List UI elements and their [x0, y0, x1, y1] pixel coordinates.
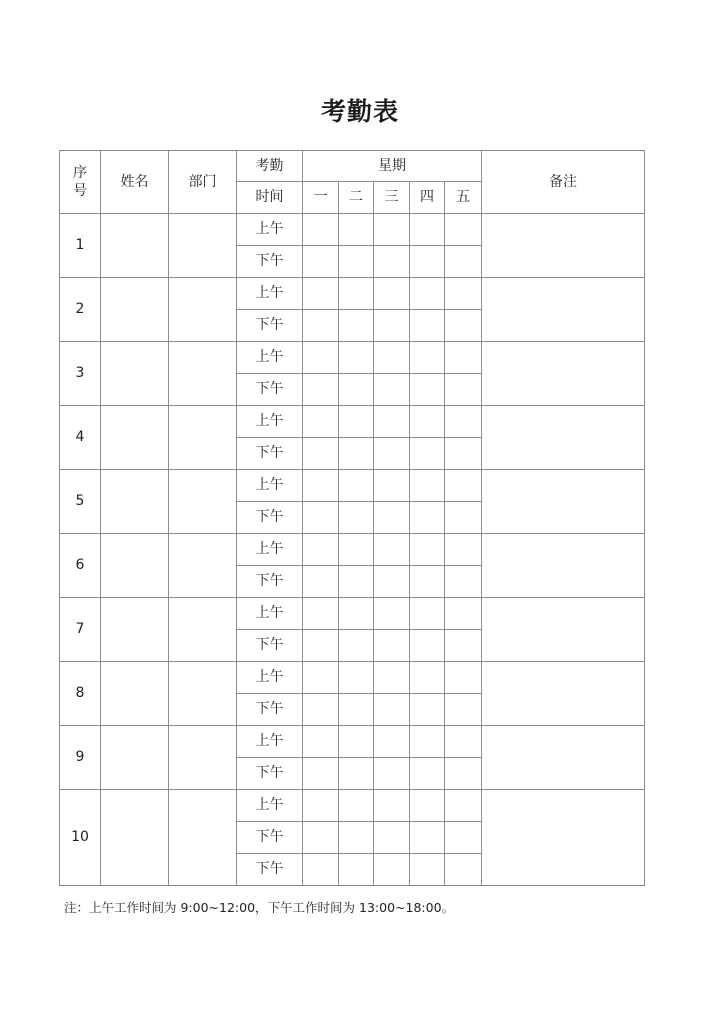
- dept-cell: [169, 534, 237, 598]
- period-cell: 上午: [237, 534, 303, 566]
- period-cell: 下午: [237, 310, 303, 342]
- attendance-cell: [303, 662, 339, 694]
- attendance-cell: [374, 726, 410, 758]
- period-cell: 上午: [237, 598, 303, 630]
- table-row: [60, 342, 645, 374]
- name-cell: [101, 342, 169, 406]
- attendance-cell: [339, 278, 374, 310]
- row-number-cell: 7: [60, 598, 101, 662]
- remarks-cell: [482, 726, 645, 790]
- name-cell: [101, 406, 169, 470]
- attendance-cell: [339, 342, 374, 374]
- remarks-cell: [482, 406, 645, 470]
- attendance-cell: [303, 310, 339, 342]
- attendance-cell: [339, 630, 374, 662]
- attendance-cell: [339, 566, 374, 598]
- remarks-cell: [482, 790, 645, 886]
- attendance-cell: [303, 278, 339, 310]
- attendance-cell: [445, 278, 482, 310]
- period-cell: 下午: [237, 822, 303, 854]
- attendance-cell: [445, 374, 482, 406]
- attendance-cell: [303, 534, 339, 566]
- remarks-cell: [482, 470, 645, 534]
- header-week: 星期: [303, 151, 482, 182]
- dept-cell: [169, 214, 237, 278]
- table-row: [60, 598, 645, 630]
- row-number-cell: 8: [60, 662, 101, 726]
- period-cell: 上午: [237, 790, 303, 822]
- header-day-tue: 二: [339, 182, 374, 214]
- attendance-cell: [374, 342, 410, 374]
- attendance-cell: [339, 662, 374, 694]
- attendance-cell: [303, 694, 339, 726]
- dept-cell: [169, 470, 237, 534]
- remarks-cell: [482, 662, 645, 726]
- attendance-cell: [445, 566, 482, 598]
- attendance-cell: [445, 534, 482, 566]
- attendance-cell: [445, 726, 482, 758]
- attendance-cell: [374, 502, 410, 534]
- attendance-cell: [303, 758, 339, 790]
- attendance-cell: [303, 790, 339, 822]
- period-cell: 上午: [237, 278, 303, 310]
- attendance-cell: [410, 502, 445, 534]
- period-cell: 下午: [237, 566, 303, 598]
- attendance-cell: [303, 566, 339, 598]
- attendance-cell: [339, 310, 374, 342]
- attendance-cell: [303, 406, 339, 438]
- attendance-cell: [374, 374, 410, 406]
- row-number-cell: 3: [60, 342, 101, 406]
- attendance-cell: [339, 534, 374, 566]
- footnote: 注：上午工作时间为 9:00~12:00，下午工作时间为 13:00~18:00。: [64, 900, 455, 915]
- attendance-cell: [339, 694, 374, 726]
- period-cell: 下午: [237, 758, 303, 790]
- name-cell: [101, 598, 169, 662]
- attendance-cell: [410, 342, 445, 374]
- table-row: [60, 406, 645, 438]
- attendance-cell: [374, 310, 410, 342]
- attendance-cell: [410, 630, 445, 662]
- row-number-cell: 6: [60, 534, 101, 598]
- table-row: [60, 214, 645, 246]
- attendance-cell: [445, 630, 482, 662]
- row-number-cell: 10: [60, 790, 101, 886]
- attendance-cell: [339, 854, 374, 886]
- attendance-cell: [445, 438, 482, 470]
- attendance-cell: [374, 598, 410, 630]
- attendance-cell: [445, 662, 482, 694]
- attendance-cell: [410, 854, 445, 886]
- name-cell: [101, 534, 169, 598]
- attendance-cell: [303, 630, 339, 662]
- attendance-cell: [374, 278, 410, 310]
- attendance-cell: [445, 502, 482, 534]
- attendance-cell: [339, 790, 374, 822]
- dept-cell: [169, 406, 237, 470]
- name-cell: [101, 278, 169, 342]
- row-number-cell: 9: [60, 726, 101, 790]
- remarks-cell: [482, 342, 645, 406]
- attendance-cell: [445, 758, 482, 790]
- attendance-cell: [303, 854, 339, 886]
- attendance-cell: [339, 374, 374, 406]
- period-cell: 下午: [237, 246, 303, 278]
- row-number-cell: 1: [60, 214, 101, 278]
- attendance-cell: [374, 694, 410, 726]
- table-row: [60, 278, 645, 310]
- attendance-cell: [410, 406, 445, 438]
- attendance-cell: [374, 854, 410, 886]
- attendance-cell: [410, 470, 445, 502]
- attendance-cell: [339, 822, 374, 854]
- attendance-cell: [445, 854, 482, 886]
- row-number-cell: 2: [60, 278, 101, 342]
- attendance-cell: [374, 214, 410, 246]
- attendance-cell: [410, 278, 445, 310]
- period-cell: 上午: [237, 342, 303, 374]
- attendance-cell: [445, 470, 482, 502]
- attendance-cell: [339, 438, 374, 470]
- header-dept: 部门: [169, 151, 237, 214]
- attendance-cell: [410, 758, 445, 790]
- attendance-cell: [410, 534, 445, 566]
- attendance-cell: [374, 438, 410, 470]
- attendance-cell: [303, 502, 339, 534]
- period-cell: 下午: [237, 502, 303, 534]
- attendance-cell: [303, 598, 339, 630]
- attendance-cell: [410, 662, 445, 694]
- attendance-cell: [410, 246, 445, 278]
- period-cell: 下午: [237, 630, 303, 662]
- dept-cell: [169, 662, 237, 726]
- dept-cell: [169, 726, 237, 790]
- attendance-cell: [339, 502, 374, 534]
- attendance-cell: [445, 790, 482, 822]
- header-row-top: [60, 151, 645, 182]
- period-cell: 下午: [237, 438, 303, 470]
- attendance-cell: [410, 214, 445, 246]
- period-cell: 上午: [237, 726, 303, 758]
- attendance-cell: [374, 630, 410, 662]
- attendance-cell: [374, 246, 410, 278]
- attendance-cell: [303, 470, 339, 502]
- period-cell: 上午: [237, 214, 303, 246]
- attendance-table: [59, 150, 645, 886]
- header-time-top: 考勤: [237, 151, 303, 182]
- attendance-cell: [410, 566, 445, 598]
- attendance-cell: [410, 598, 445, 630]
- attendance-cell: [410, 726, 445, 758]
- header-day-mon: 一: [303, 182, 339, 214]
- header-remarks: 备注: [482, 151, 645, 214]
- attendance-cell: [410, 790, 445, 822]
- attendance-cell: [339, 246, 374, 278]
- dept-cell: [169, 342, 237, 406]
- dept-cell: [169, 790, 237, 886]
- remarks-cell: [482, 534, 645, 598]
- period-cell: 下午: [237, 374, 303, 406]
- name-cell: [101, 470, 169, 534]
- attendance-cell: [374, 566, 410, 598]
- period-cell: 上午: [237, 470, 303, 502]
- attendance-cell: [339, 406, 374, 438]
- period-cell: 下午: [237, 854, 303, 886]
- attendance-cell: [374, 406, 410, 438]
- header-day-wed: 三: [374, 182, 410, 214]
- attendance-cell: [374, 534, 410, 566]
- table-row: [60, 662, 645, 694]
- table-row: [60, 726, 645, 758]
- table-row: [60, 534, 645, 566]
- remarks-cell: [482, 598, 645, 662]
- attendance-cell: [445, 822, 482, 854]
- attendance-cell: [339, 758, 374, 790]
- attendance-cell: [339, 598, 374, 630]
- period-cell: 上午: [237, 406, 303, 438]
- attendance-cell: [303, 342, 339, 374]
- name-cell: [101, 726, 169, 790]
- attendance-cell: [303, 726, 339, 758]
- attendance-cell: [445, 694, 482, 726]
- row-number-cell: 5: [60, 470, 101, 534]
- name-cell: [101, 214, 169, 278]
- attendance-cell: [374, 790, 410, 822]
- header-time-bottom: 时间: [237, 182, 303, 214]
- attendance-cell: [410, 822, 445, 854]
- attendance-cell: [303, 214, 339, 246]
- attendance-cell: [445, 310, 482, 342]
- attendance-cell: [303, 374, 339, 406]
- attendance-cell: [445, 214, 482, 246]
- attendance-cell: [303, 822, 339, 854]
- table-row: [60, 470, 645, 502]
- table-row: [60, 790, 645, 822]
- period-cell: 下午: [237, 694, 303, 726]
- attendance-cell: [445, 342, 482, 374]
- attendance-cell: [339, 726, 374, 758]
- attendance-cell: [374, 662, 410, 694]
- row-number-cell: 4: [60, 406, 101, 470]
- remarks-cell: [482, 214, 645, 278]
- attendance-cell: [410, 438, 445, 470]
- header-day-fri: 五: [445, 182, 482, 214]
- attendance-cell: [445, 246, 482, 278]
- attendance-cell: [303, 246, 339, 278]
- header-seq: 序号: [60, 151, 101, 214]
- attendance-cell: [339, 214, 374, 246]
- dept-cell: [169, 278, 237, 342]
- dept-cell: [169, 598, 237, 662]
- attendance-cell: [303, 438, 339, 470]
- attendance-cell: [374, 470, 410, 502]
- attendance-cell: [445, 406, 482, 438]
- period-cell: 上午: [237, 662, 303, 694]
- attendance-cell: [410, 374, 445, 406]
- attendance-cell: [445, 598, 482, 630]
- remarks-cell: [482, 278, 645, 342]
- attendance-cell: [339, 470, 374, 502]
- attendance-cell: [410, 310, 445, 342]
- attendance-cell: [410, 694, 445, 726]
- header-name: 姓名: [101, 151, 169, 214]
- attendance-cell: [374, 758, 410, 790]
- header-day-thu: 四: [410, 182, 445, 214]
- page-title: 考勤表: [320, 97, 399, 126]
- name-cell: [101, 790, 169, 886]
- name-cell: [101, 662, 169, 726]
- attendance-cell: [374, 822, 410, 854]
